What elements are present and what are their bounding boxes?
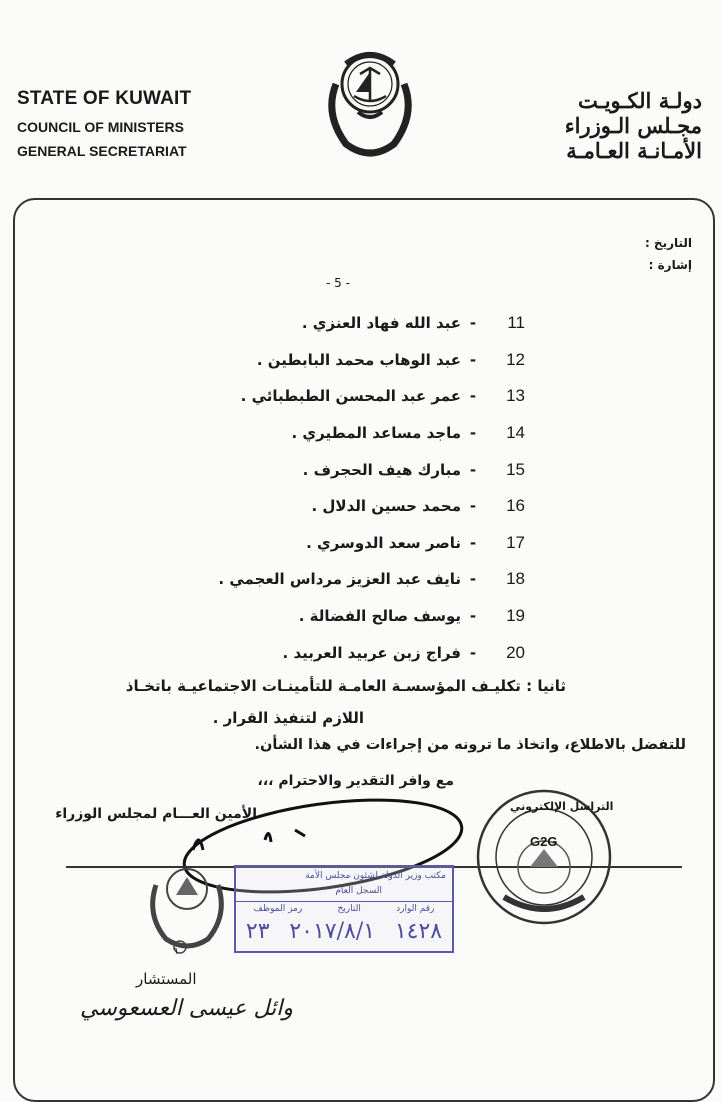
item-second-line1: ثانيا : تكليـف المؤسسـة العامـة للتأمينـات الاجتماعيـة باتخـاذ bbox=[125, 677, 566, 695]
stamp-values bbox=[236, 919, 452, 944]
stamp-value-employee: ٢٣ bbox=[245, 919, 270, 944]
stamp-title: مكتب وزير الدولة لشئون مجلس الأمة bbox=[305, 871, 446, 881]
stamp-header-date: التاريخ bbox=[337, 904, 361, 914]
member-list bbox=[85, 305, 525, 671]
state-name: STATE OF KUWAIT bbox=[17, 88, 192, 109]
member-name: عمر عبد المحسن الطبطبائي . bbox=[240, 387, 461, 406]
stamp-value-date: ٢٠١٧/٨/١ bbox=[289, 919, 376, 944]
member-dash: - bbox=[469, 607, 477, 626]
member-dash: - bbox=[469, 424, 477, 443]
member-row bbox=[85, 488, 525, 525]
member-name: مبارك هيف الحجرف . bbox=[302, 460, 461, 479]
member-name: نايف عبد العزيز مرداس العجمي . bbox=[218, 570, 461, 589]
ministry-seal-icon bbox=[142, 855, 232, 955]
closing-line: مع وافر التقدير والاحترام ،،، bbox=[257, 773, 454, 789]
member-name: يوسف صالح الفضالة . bbox=[298, 607, 461, 626]
member-dash: - bbox=[469, 460, 477, 479]
page-number: - 5 - bbox=[326, 276, 350, 290]
member-name: فراج زبن عربيد العربيد . bbox=[282, 643, 461, 662]
secretariat-name: GENERAL SECRETARIAT bbox=[17, 143, 187, 159]
reference-label: إشارة : bbox=[648, 258, 692, 272]
g2g-seal-ring: التراسل الإلكتروني bbox=[510, 800, 614, 813]
member-row bbox=[85, 561, 525, 598]
secretariat-name-ar: الأمـانـة العـامـة bbox=[566, 138, 702, 163]
member-row bbox=[85, 305, 525, 342]
member-name: عبد الله فهاد العنزي . bbox=[301, 314, 461, 333]
member-name: ناصر سعد الدوسري . bbox=[306, 533, 461, 552]
arabic-header bbox=[565, 88, 702, 163]
member-dash: - bbox=[469, 643, 477, 662]
member-number: 18 bbox=[506, 569, 525, 589]
member-number: 19 bbox=[506, 606, 525, 626]
member-number: 20 bbox=[506, 642, 525, 662]
member-row bbox=[85, 415, 525, 452]
member-row bbox=[85, 525, 525, 562]
advisor-name: وائل عيسى العسعوسي bbox=[80, 996, 294, 1021]
state-name-ar: دولـة الكـويـت bbox=[577, 88, 702, 113]
kuwait-emblem-icon bbox=[316, 44, 424, 160]
member-name: محمد حسين الدلال . bbox=[311, 497, 461, 516]
member-dash: - bbox=[469, 497, 477, 516]
english-header bbox=[17, 88, 191, 159]
member-row bbox=[85, 598, 525, 635]
g2g-seal-code: G2G bbox=[530, 834, 558, 849]
ministry-seal-number: ٦ bbox=[173, 947, 178, 957]
member-name: عبد الوهاب محمد البابطين . bbox=[256, 350, 461, 369]
member-number: 12 bbox=[506, 349, 525, 369]
member-row bbox=[85, 451, 525, 488]
item-second-line2: اللازم لتنفيذ القرار . bbox=[212, 709, 364, 727]
advisor-title: المستشار bbox=[136, 970, 197, 988]
stamp-header-employee: رمز الموظف bbox=[253, 904, 303, 914]
stamp-divider bbox=[236, 901, 452, 902]
stamp-header-incoming: رقم الوارد bbox=[396, 904, 435, 914]
date-label: التاريخ : bbox=[644, 236, 692, 250]
registry-stamp bbox=[234, 865, 454, 953]
member-number: 17 bbox=[506, 532, 525, 552]
council-name: COUNCIL OF MINISTERS bbox=[17, 119, 184, 135]
secretary-general-title: الأمين العـــام لمجلس الوزراء bbox=[55, 806, 257, 822]
stamp-headers bbox=[236, 904, 452, 914]
member-dash: - bbox=[469, 314, 477, 333]
stamp-subtitle: السجل العام bbox=[335, 886, 382, 896]
member-number: 13 bbox=[506, 386, 525, 406]
member-name: ماجد مساعد المطيري . bbox=[291, 424, 461, 443]
member-dash: - bbox=[469, 387, 477, 406]
letter-meta bbox=[645, 232, 692, 276]
member-dash: - bbox=[469, 570, 477, 589]
request-line: للتفضل بالاطلاع، واتخاذ ما ترونه من إجراءات في هذا الشأن. bbox=[254, 737, 686, 753]
council-name-ar: مجـلس الـوزراء bbox=[564, 113, 702, 138]
member-row bbox=[85, 634, 525, 671]
member-row bbox=[85, 342, 525, 379]
member-number: 11 bbox=[507, 313, 525, 333]
member-number: 15 bbox=[506, 459, 525, 479]
member-row bbox=[85, 378, 525, 415]
member-dash: - bbox=[469, 533, 477, 552]
member-dash: - bbox=[469, 350, 477, 369]
member-number: 14 bbox=[506, 423, 525, 443]
member-number: 16 bbox=[506, 496, 525, 516]
stamp-value-incoming: ١٤٢٨ bbox=[394, 919, 443, 944]
